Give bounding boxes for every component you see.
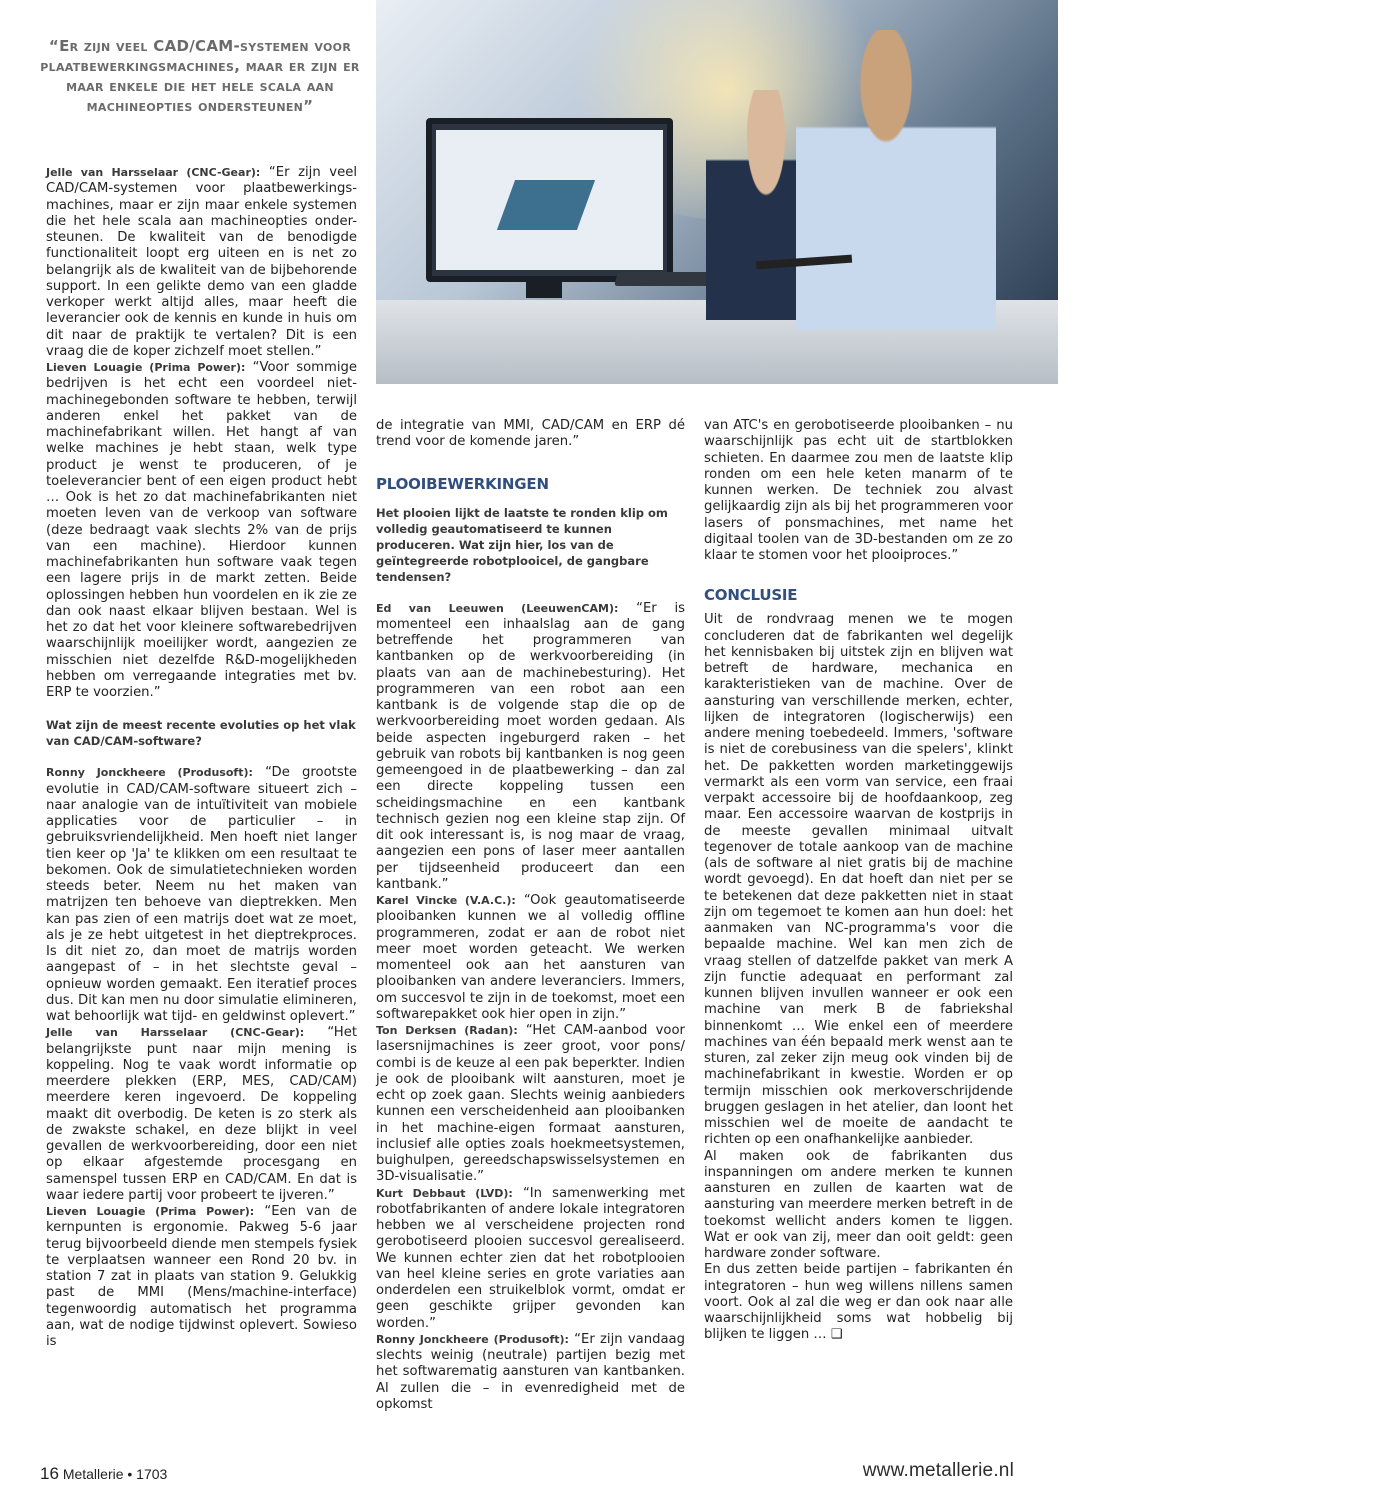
paragraph	[376, 1023, 685, 1186]
paragraph	[376, 893, 685, 1023]
section-heading: CONCLUSIE	[704, 586, 798, 605]
quote-text: “Voor sommige bedrijven is het echt een voordeel niet-machinegebonden software te hebben, terwijl anderen enkel het pakket van de machinefabrikant willen. Het hangt af van welke machines je hebt staan, welk type product je wenst te produceren, of je toeleverancier bent of een eigen product hebt … Ook is het zo dat machinefabrikanten niet moeten leven van de verkoop van software (deze bedraagt vaak slechts 2% van de prijs van een machine). Hierdoor kunnen machinefabrikanten hun software vaak tegen een lagere prijs in de markt zetten. Beide oplossingen hebben hun voordelen en ik zie ze dan ook naast elkaar blijven bestaan. Wel is het zo dat het voor kleinere softwarebedrijven waarschijnlijk moeilijker wordt, aangezien ze misschien niet dezelfde R&D-mogelijkheden hebben om verregaande integraties met bv. ERP te voorzien.”	[46, 360, 357, 700]
page-number: 16	[40, 1464, 59, 1483]
speaker-name: Ed van Leeuwen (LeeuwenCAM):	[376, 601, 619, 615]
quote-text: “In samenwerking met robotfabrikanten of andere lokale integratoren hebben we al verscheidene projecten rond gerobotiseerd plooien succesvol gerealiseerd. We kunnen echter zien dat het robotplooien van heel kleine series en grote variaties aan onderdelen een struikelblok vormt, omdat er geen geschikte grijper gevonden kan worden.”	[376, 1185, 686, 1331]
photo-caption	[1332, 320, 1377, 350]
pull-quote: “Er zijn veel CAD/CAM-systemen voor plaatbewerkingsmachines, maar er zijn er maar enkele die het hele scala aan machineopties ondersteunen”	[40, 37, 360, 115]
paragraph	[46, 165, 357, 360]
quote-text: “Een van de kernpunten is ergonomie. Pakweg 5-6 jaar terug bijvoorbeeld diende men stempels fysiek te verplaatsen wanneer een Rond 20 bv. in station 7 zat in plaats van station 9. Gelukkig past de MMI (Mens/machine-interface) tegenwoordig automatisch het programma aan, wat de nodige tijdwinst oplevert. Sowieso is	[46, 1204, 357, 1349]
quote-text: “Er zijn vandaag slechts weinig (neutrale) partijen bezig met het softwarematig aansturen van kantbanken. Al zullen die – in evenredigheid met de opkomst	[376, 1331, 685, 1412]
speaker-name: Jelle van Harsselaar (CNC-Gear):	[46, 1026, 305, 1040]
paragraph: Al maken ook de fabrikanten dus inspanningen om andere merken te kunnen aansturen en zullen de kaarten wat de aansturing van meerdere merken betreft in de toekomst wellicht anders komen te liggen. Wat er ook van zij, meer dan ooit geldt: geen hardware zonder software.	[704, 1148, 1013, 1261]
quote-text: “Er is momenteel een inhaalslag aan de gang betreffende het programmeren van kantbanken op de werkvoorbereiding (in plaats van aan de machinebesturing). Het programmeren van een robot aan een kantbank is de volgende stap die op de werkvoorbereiding moet worden gedaan. Als beide aspecten ingeburgerd raken – het gebruik van robots bij kantbanken is nog geen gemeengoed in de plaatbewerking – dan zal een directe koppeling tussen een scheidingsmachine en een kantbank technisch gezien nog een kleine stap zijn. Of dit ook interessant is, is nog maar de vraag, aangezien een pons of laser meer aantallen per tijdseenheid produceert dan een kantbank.”	[376, 600, 685, 892]
quote-text: “Het belangrijkste punt naar mijn mening is koppeling. Nog te vaak wordt informatie op meerdere plekken (ERP, MES, CAD/CAM) meerdere keren ingevoerd. De koppeling maakt dit overbodig. De keten is zo sterk als de zwakste schakel, en deze blijkt in veel gevallen de werkvoorbereiding, door een niet op elkaar afgestemde procesgang en samenspel tussen ERP en CAD/CAM. En dat is waar iedere partij voor probeert te ijveren.”	[46, 1025, 357, 1203]
speaker-name: Lieven Louagie (Prima Power):	[46, 1205, 255, 1218]
speaker-name: Jelle van Harsselaar (CNC-Gear):	[46, 166, 261, 179]
speaker-name: Kurt Debbaut (LVD):	[376, 1186, 513, 1200]
interview-question: Wat zijn de meest recente evoluties op het vlak van CAD/CAM-software?	[46, 718, 356, 749]
paragraph: van ATC's en gerobotiseerde plooibanken – nu waarschijnlijk pas echt uit de startblokken schieten. En daarmee zou men de laatste klip ronden om een hele keten manarm of te kunnen werken. De techniek zou alvast gelijkaardig zijn als bij het programmeren voor lasers of ponsmachines, met name het digitaal toolen van de 3D-bestanden om ze zo klaar te stomen voor het plooiproces.”	[704, 418, 1013, 563]
section-heading: PLOOIBEWERKINGEN	[376, 474, 549, 493]
paragraph	[46, 1025, 357, 1204]
speaker-name: Ronny Jonckheere (Produsoft):	[376, 1332, 569, 1346]
monitor-illustration	[426, 118, 673, 282]
quote-text: “Het CAM-aanbod voor lasersnijmachines is zeer groot, voor pons/ combi is de keuze al een pak beperkter. Indien je ook de plooibank wilt aansturen, moet je echt op zoek gaan. Slechts weinig aanbieders kunnen een verscheidenheid aan plooibanken in het machine-eigen formaat aansturen, inclusief alle opties zoals hoekmeetsystemen, buighulpen, gereedschapswisselsystemen en 3D-visualisatie.”	[376, 1023, 685, 1185]
interview-question: Het plooien lijkt de laatste te ronden klip om volledig geautomatiseerd te kunnen produceren. Wat zijn hier, los van de geïntegreerde robotplooicel, de gangbare tendensen?	[376, 505, 668, 584]
caption-source: TRUMPF	[1332, 336, 1377, 349]
article-photo	[376, 0, 1377, 384]
column-1	[46, 165, 357, 1350]
page-footer-left	[40, 1464, 167, 1484]
paragraph	[376, 1332, 685, 1413]
quote-text: “Er zijn veel CAD/CAM-systemen voor plaatbewerkings-machines, maar er zijn maar enkele systemen die het hele scala aan machineopties onder-steunen. De kwaliteit van de benodigde functionaliteit loopt erg uiteen en is net zo belangrijk als de kwaliteit van de bijbehorende support. In een gelikte demo van een gladde verkoper werkt altijd alles, maar heeft die leverancier ook de kennis en kunde in huis om dit naar de praktijk te vertalen? Dit is een vraag die de koper zichzelf moet stellen.”	[46, 165, 357, 359]
paragraph: de integratie van MMI, CAD/CAM en ERP dé trend voor de komende jaren.”	[376, 418, 685, 450]
paragraph	[46, 360, 357, 701]
paragraph: Uit de rondvraag menen we te mogen concluderen dat de fabrikanten wel degelijk het kennisbaken bij uitstek zijn en blijven wat betreft de hardware, mechanica en karakteristieken van de machine. Over de aansturing van verschillende merken, echter, lijken de integratoren (logischerwijs) een andere mening toebedeeld. Immers, 'software is niet de corebusiness van die spelers', klinkt het. De pakketten worden marketinggewijs vermarkt als een vorm van service, een fraai verpakt accessoire bij de hoofdaankoop, zeg maar. Een accessoire waarvan de kostprijs in de meeste gevallen minimaal uitvalt tegenover de totale aankoop van de machine (als de software al niet gratis bij de machine wordt gevoegd). En dat hoeft dan niet per se te betekenen dat deze pakketten niet in staat zijn om tegemoet te komen aan hun doel: het aanmaken van NC-programma's voor die bepaalde machine. Wel kan men zich de vraag stellen of datzelfde pakket van merk A zijn functie adequaat en performant zal kunnen blijven invullen wanneer er ook een machine van merk B de fabriekshal binnenkomt … Wie enkel een of meerdere machines van één bepaald merk wenst aan te sturen, zal zeker zijn meug ook vinden bij de machinefabrikant in kwestie. Worden er op termijn misschien ook merkoverschrijdende bruggen geslagen in het atelier, dan loont het misschien wel de moeite de aandacht te richten op een onafhankelijke aanbieder.	[704, 612, 1013, 1148]
paragraph	[46, 765, 357, 1025]
caption-source-label: Bron:	[1332, 321, 1362, 334]
paragraph	[376, 1186, 685, 1332]
paragraph: En dus zetten beide partijen – fabrikanten én integratoren – hun weg willens nillens samen voort. Ook al zal die weg er dan ook naar alle waarschijnlijkheid soms wat hobbelig bij blijken te liggen … ❑	[704, 1262, 1013, 1343]
column-2	[376, 418, 685, 1413]
quote-text: “De grootste evolutie in CAD/CAM-software situeert zich – naar analogie van de intuïtiviteit van mobiele applicaties voor de particulier – in gebruiksvriendelijkheid. Men hoeft niet langer tien keer op 'Ja' te klikken om een resultaat te bekomen. Ook de simulatietechnieken worden steeds beter. Neem nu het maken van matrijzen ten behoeve van dieptrekken. Men kan pas zien of een matrijs doet wat ze moet, als je ze hebt uitgetest in het dieptrekproces. Is dit niet zo, dan moet de matrijs worden aangepast of – in het slechtste geval – opnieuw worden gemaakt. Een iteratief proces dus. Dit kan men nu door simulatie elimineren, wat behoorlijk wat tijd- en geldwinst oplevert.”	[46, 765, 358, 1024]
paragraph	[46, 1204, 357, 1350]
speaker-name: Lieven Louagie (Prima Power):	[46, 361, 246, 374]
speaker-name: Karel Vincke (V.A.C.):	[376, 894, 516, 907]
paragraph	[376, 601, 685, 894]
speaker-name: Ronny Jonckheere (Produsoft):	[46, 766, 253, 780]
quote-text: “Ook geautomatiseerde plooibanken kunnen we al volledig offline programmeren, zodat er aan de robot niet meer moet worden geteacht. We werken momenteel ook aan het aansturen van plooibanken van andere leveranciers. Immers, om succesvol te zijn in de toekomst, moet een softwarepakket ook hier open in zijn.”	[376, 893, 685, 1022]
website-link[interactable]: www.metallerie.nl	[862, 1460, 1014, 1481]
magazine-issue: Metallerie • 1703	[62, 1466, 168, 1482]
speaker-name: Ton Derksen (Radan):	[376, 1024, 518, 1037]
column-3	[704, 418, 1013, 1344]
